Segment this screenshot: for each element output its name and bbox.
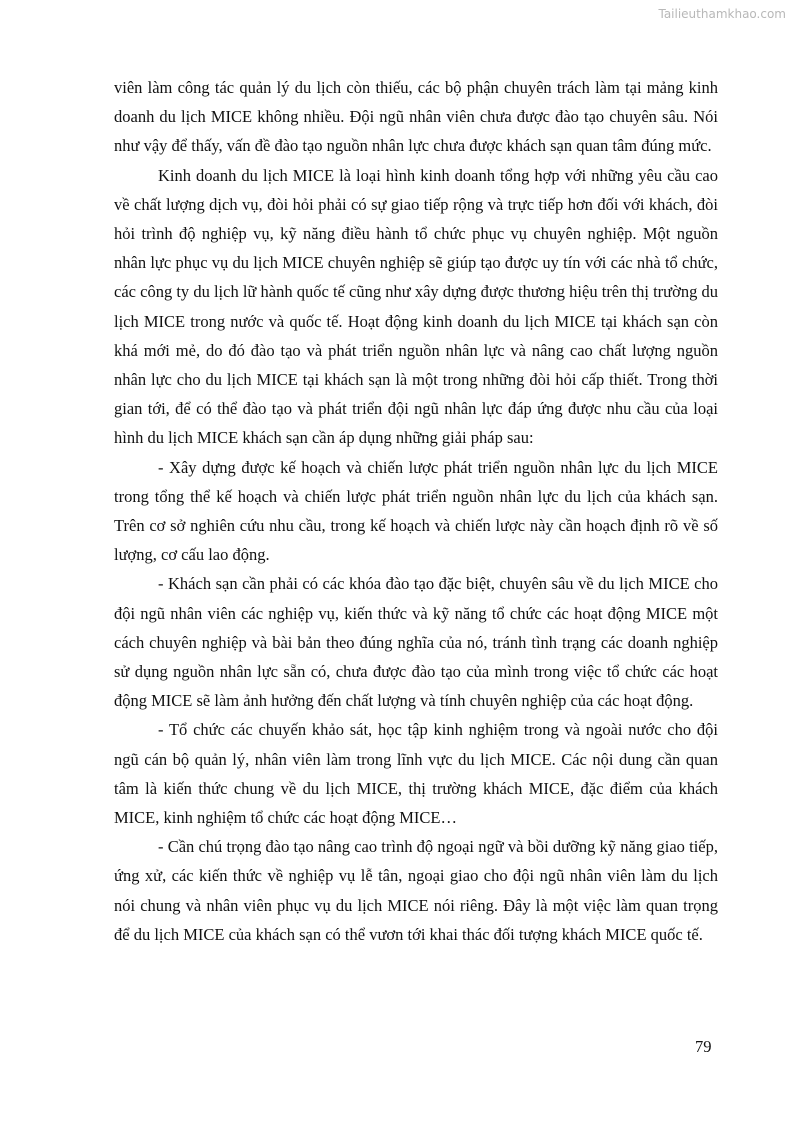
paragraph-solution-training: - Khách sạn cần phải có các khóa đào tạo đặc biệt, chuyên sâu về du lịch MICE cho đội ngũ nhân viên các nghiệp vụ, kiến thức và kỹ năng tổ chức các hoạt động MICE một cách chuyên nghiệp và bài bản theo đúng nghĩa của nó, tránh tình trạng các doanh nghiệp sử dụng nguồn nhân lực sẵn có, chưa được đào tạo của mình trong việc tổ chức các hoạt động MICE sẽ làm ảnh hưởng đến chất lượng và tính chuyên nghiệp của các hoạt động. — [114, 574, 718, 711]
paragraph-mice-overview: Kinh doanh du lịch MICE là loại hình kinh doanh tổng hợp với những yêu cầu cao về chất lượng dịch vụ, đòi hỏi phải có sự giao tiếp rộng và trực tiếp hơn đối với khách, đòi hỏi trình độ nghiệp vụ, kỹ năng điều hành tổ chức phục vụ chuyên nghiệp. Một nguồn nhân lực phục vụ du lịch MICE chuyên nghiệp sẽ giúp tạo được uy tín với các nhà tổ chức, các công ty du lịch lữ hành quốc tế cũng như xây dựng được thương hiệu trên thị trường du lịch MICE trong nước và quốc tế. Hoạt động kinh doanh du lịch MICE tại khách sạn còn khá mới mẻ, do đó đào tạo và phát triển nguồn nhân lực và nâng cao chất lượng nguồn nhân lực cho du lịch MICE tại khách sạn là một trong những đòi hỏi cấp thiết. Trong thời gian tới, để có thể đào tạo và phát triển đội ngũ nhân lực đáp ứng được nhu cầu của loại hình du lịch MICE khách sạn cần áp dụng những giải pháp sau: — [114, 165, 718, 448]
paragraph-continuation: viên làm công tác quản lý du lịch còn thiếu, các bộ phận chuyên trách làm tại mảng kinh doanh du lịch MICE không nhiều. Đội ngũ nhân viên chưa được đào tạo chuyên sâu. Nói như vậy để thấy, vấn đề đào tạo nguồn nhân lực chưa được khách sạn quan tâm đúng mức. — [114, 78, 718, 156]
paragraph-solution-survey: - Tổ chức các chuyến khảo sát, học tập kinh nghiệm trong và ngoài nước cho đội ngũ cán bộ quản lý, nhân viên làm trong lĩnh vực du lịch MICE. Các nội dung cần quan tâm là kiến thức chung về du lịch MICE, thị trường khách MICE, đặc điểm của khách MICE, kinh nghiệm tổ chức các hoạt động MICE… — [114, 720, 718, 828]
document-body — [114, 73, 718, 949]
paragraph-solution-language: - Cần chú trọng đào tạo nâng cao trình độ ngoại ngữ và bồi dưỡng kỹ năng giao tiếp, ứng xử, các kiến thức về nghiệp vụ lễ tân, ngoại giao cho đội ngũ nhân viên làm du lịch nói chung và nhân viên phục vụ du lịch MICE nói riêng. Đây là một việc làm quan trọng để du lịch MICE của khách sạn có thể vươn tới khai thác đối tượng khách MICE quốc tế. — [114, 837, 718, 944]
paragraph-solution-plan: - Xây dựng được kế hoạch và chiến lược phát triển nguồn nhân lực du lịch MICE trong tổng thể kế hoạch và chiến lược phát triển nguồn nhân lực du lịch của khách sạn. Trên cơ sở nghiên cứu nhu cầu, trong kế hoạch và chiến lược này cần hoạch định rõ về số lượng, cơ cấu lao động. — [114, 457, 718, 565]
page-number: 79 — [695, 1037, 712, 1056]
watermark: Tailieuthamkhao.com — [658, 7, 786, 21]
